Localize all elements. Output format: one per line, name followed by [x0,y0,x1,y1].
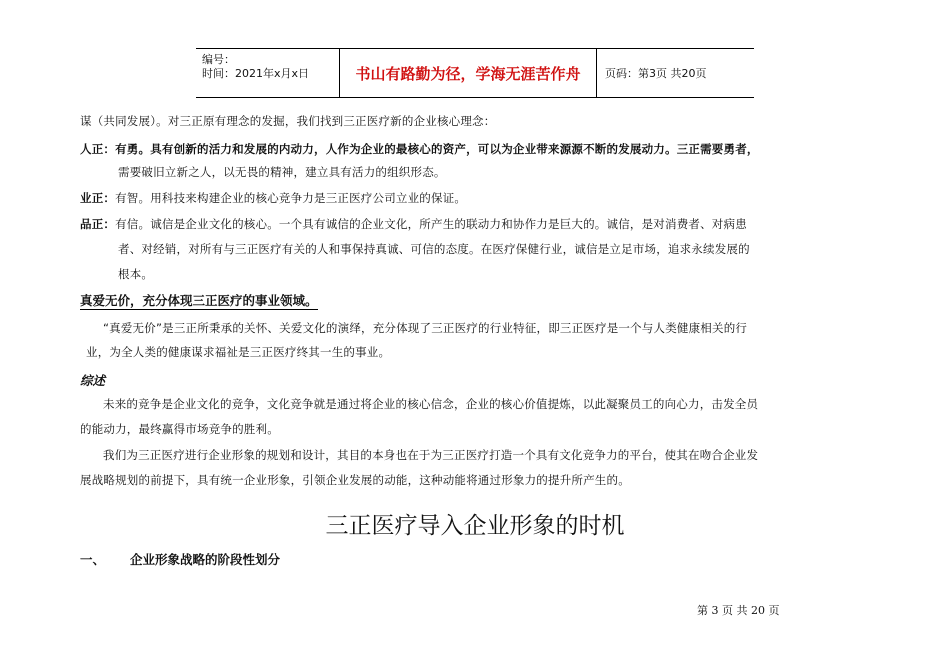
pinzheng-line-3: 根本。 [118,267,154,281]
renzheng-label: 人正： [80,142,116,156]
para3-line1: 我们为三正医疗进行企业形象的规划和设计，其目的本身也在于为三正医疗打造一个具有文化竞争力的平台，使其在吻合企业发 [103,448,759,462]
pinzheng-label: 品正： [80,217,116,231]
time-label: 时间：2021年x月x日 [202,67,310,80]
pinzheng-line-2: 者、对经销，对所有与三正医疗有关的人和事保持真诚、可信的态度。在医疗保健行业，诚信是立足市场，追求永续发展的 [118,242,750,256]
pinzheng-text: 有信。诚信是企业文化的核心。一个具有诚信的企业文化，所产生的联动力和协作力是巨大的。诚信，是对消费者、对病患 [115,217,747,231]
yezheng-label: 业正： [80,191,116,205]
renzheng-text: 有勇。具有创新的活力和发展的内动力，人作为企业的最核心的资产，可以为企业带来源源不断的发展动力。三正需要勇者， [115,142,759,156]
renzheng-line-2: 需要破旧立新之人，以无畏的精神，建立具有活力的组织形态。 [118,165,446,179]
pinzheng-line [80,216,890,232]
para1-line1: “真爱无价”是三正所秉承的关怀、关爱文化的演绎，充分体现了三正医疗的行业特征，即三正医疗是一个与人类健康相关的行 [103,321,748,335]
header-page: 页码：第3页 共20页 [605,67,707,80]
para2-line1: 未来的竞争是企业文化的竞争，文化竞争就是通过将企业的核心信念，企业的核心价值提炼，以此凝聚员工的向心力，击发全员 [103,397,759,411]
header-motto: 书山有路勤为径，学海无涯苦作舟 [339,49,597,97]
item-heading: 企业形象战略的阶段性划分 [130,552,281,567]
intro-line: 谋（共同发展）。对三正原有理念的发掘，我们找到三正医疗新的企业核心理念： [80,114,496,128]
header-meta [196,49,339,97]
page-footer: 第 3 页 共 20 页 [697,604,780,617]
renzheng-line [80,141,890,157]
item-number: 一、 [80,552,106,567]
para3-line2: 展战略规划的前提下，具有统一企业形象，引领企业发展的动能，这种动能将通过形象力的提升所产生的。 [80,473,630,487]
section-heading-text: 真爱无价，充分体现三正医疗的事业领域。 [80,293,318,308]
para1-line2: 业，为全人类的健康谋求福祉是三正医疗终其一生的事业。 [86,345,391,359]
number-label: 编号： [202,53,235,66]
page-title: 三正医疗导入企业形象的时机 [325,513,625,539]
section-heading [80,291,318,309]
yezheng-line [80,190,890,206]
yezheng-text: 有智。用科技来构建企业的核心竞争力是三正医疗公司立业的保证。 [115,191,467,205]
para2-line2: 的能动力，最终赢得市场竞争的胜利。 [80,422,279,436]
summary-heading: 综述 [80,373,106,388]
document-header [196,48,754,98]
